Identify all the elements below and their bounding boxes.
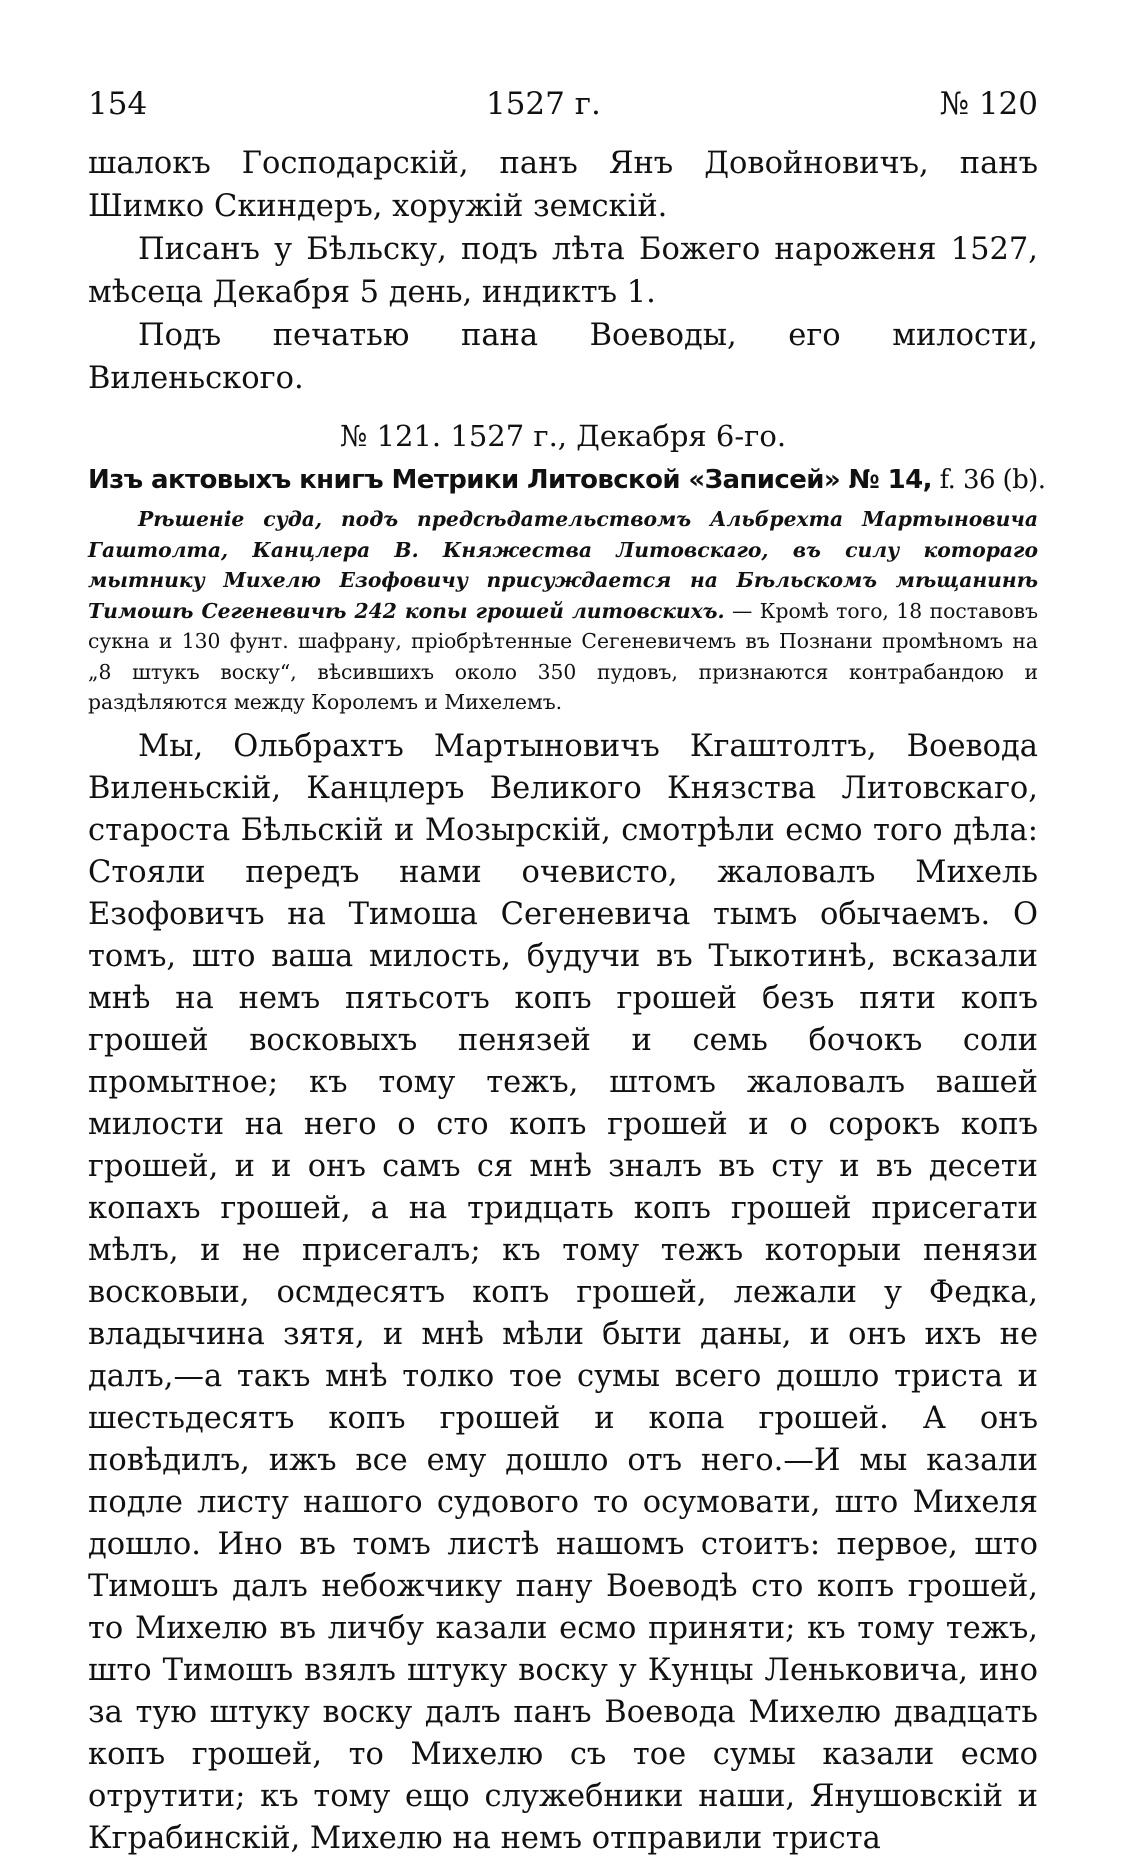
page-number: 154 xyxy=(88,86,148,122)
document-source-folio: f. 36 (b). xyxy=(931,465,1046,495)
book-page xyxy=(88,80,1046,1860)
document-source-title: Изъ актовыхъ книгъ Метрики Литовской «Записей» № 14, xyxy=(88,465,932,495)
previous-document-dating: Писанъ у Бѣльску, подъ лѣта Божего нароженя 1527, мѣсеца Декабря 5 день, индиктъ 1. xyxy=(88,232,1038,310)
previous-document-continuation: шалокъ Господарскій, панъ Янъ Довойновичъ, панъ Шимко Скиндеръ, хоружій земскій. xyxy=(88,146,1038,224)
running-year: 1527 г. xyxy=(485,86,601,122)
running-head xyxy=(88,80,1038,128)
document-body: Мы, Ольбрахтъ Мартыновичъ Кгаштолтъ, Воевода Виленьскій, Канцлеръ Великого Князства Литовскаго, староста Бѣльскій и Мозырскій, смотрѣли есмо того дѣла: Стояли передъ нами очевисто, жаловалъ Михель Езофовичъ на Тимоша Сегеневича тымъ обычаемъ. О томъ, што ваша милость, будучи въ Тыкотинѣ, всказали мнѣ на немъ пятьсотъ копъ грошей безъ пяти копъ грошей восковыхъ пенязей и семь бочокъ соли промытное; къ тому тежъ, штомъ жаловалъ вашей милости на него о сто копъ грошей и о сорокъ копъ грошей, и и онъ самъ ся мнѣ зналъ въ сту и въ десети копахъ грошей, а на тридцать копъ грошей присегати мѣлъ, и не присегалъ; къ тому тежъ которыи пенязи восковыи, осмдесятъ копъ грошей, лежали у Федка, владычина зятя, и мнѣ мѣли быти даны, и онъ ихъ не далъ,—а такъ мнѣ толко тое сумы всего дошло триста и шестьдесятъ копъ грошей и копа грошей. А онъ повѣдилъ, ижъ все ему дошло отъ него.—И мы казали подле листу нашого судового то осумовати, што Михеля дошло. Ино въ томъ листѣ нашомъ стоитъ: первое, што Тимошъ далъ небожчику пану Воеводѣ сто копъ грошей, то Михелю въ личбу казали есмо приняти; къ тому тежъ, што Тимошъ взялъ штуку воску у Кунцы Леньковича, ино за тую штуку воску далъ панъ Воевода Михелю двадцать копъ грошей, то Михелю съ тое сумы казали есмо отрутити; къ тому ещо служебники наши, Янушовскій и Кграбинскій, Михелю на немъ отправили триста xyxy=(88,728,1038,1856)
previous-document-seal: Подъ печатью пана Воеводы, его милости, Виленьского. xyxy=(88,318,1038,396)
document-summary-plain: — Кромѣ того, 18 поставовъ сукна и 130 фунт. шафрану, пріобрѣтенные Сегеневичемъ въ Познани промѣномъ на „8 штукъ воску“, вѣсившихъ около 350 пудовъ, признаются контрабандою и раздѣляются между Королемъ и Михелемъ. xyxy=(88,598,1038,714)
running-doc-number: № 120 xyxy=(939,86,1038,122)
document-heading: № 121. 1527 г., Декабря 6-го. xyxy=(339,419,787,453)
document-summary-italic: Рѣшеніе суда, подъ предсѣдательствомъ Альбрехта Мартыновича Гаштолта, Канцлера В. Княжества Литовскаго, въ силу котораго мытнику Михелю Езофовичу присуждается на Бѣльскомъ мѣщанинѣ Тимошѣ Сегеневичѣ 242 копы грошей литовскихъ. xyxy=(88,507,1038,623)
document-summary xyxy=(88,504,1038,718)
document-source xyxy=(88,458,1046,502)
previous-document-ending xyxy=(88,142,1038,400)
